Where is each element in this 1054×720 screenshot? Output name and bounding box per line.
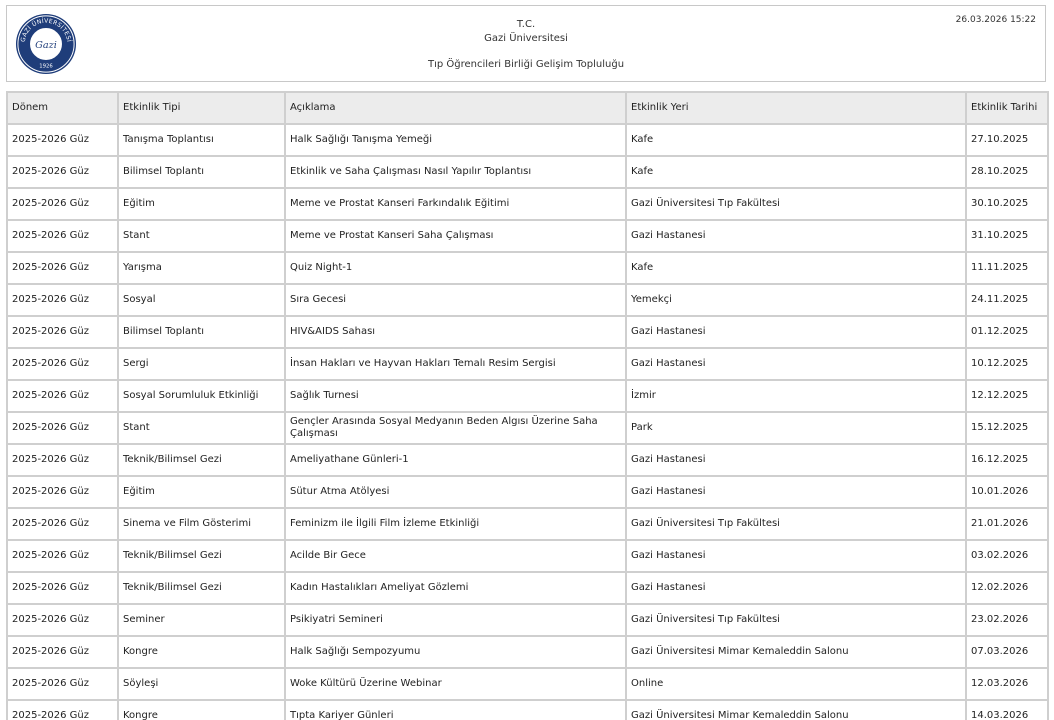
cell-etkinlik-tarihi: 16.12.2025 bbox=[966, 444, 1048, 476]
cell-etkinlik-tipi: Bilimsel Toplantı bbox=[118, 316, 285, 348]
column-header-donem: Dönem bbox=[7, 92, 118, 124]
cell-donem: 2025-2026 Güz bbox=[7, 380, 118, 412]
cell-etkinlik-yeri: Gazi Hastanesi bbox=[626, 540, 966, 572]
cell-aciklama: Halk Sağlığı Tanışma Yemeği bbox=[285, 124, 626, 156]
svg-text:Gazi: Gazi bbox=[35, 39, 57, 51]
cell-aciklama: Ameliyathane Günleri-1 bbox=[285, 444, 626, 476]
table-row bbox=[7, 220, 1048, 252]
cell-donem: 2025-2026 Güz bbox=[7, 668, 118, 700]
table-row bbox=[7, 252, 1048, 284]
table-row bbox=[7, 188, 1048, 220]
cell-etkinlik-yeri: İzmir bbox=[626, 380, 966, 412]
table-body bbox=[7, 124, 1048, 720]
cell-etkinlik-tipi: Teknik/Bilimsel Gezi bbox=[118, 572, 285, 604]
cell-donem: 2025-2026 Güz bbox=[7, 412, 118, 444]
cell-donem: 2025-2026 Güz bbox=[7, 124, 118, 156]
cell-aciklama: İnsan Hakları ve Hayvan Hakları Temalı Resim Sergisi bbox=[285, 348, 626, 380]
cell-etkinlik-tarihi: 12.12.2025 bbox=[966, 380, 1048, 412]
table-header-row bbox=[7, 92, 1048, 124]
cell-etkinlik-yeri: Gazi Hastanesi bbox=[626, 476, 966, 508]
cell-aciklama: Kadın Hastalıkları Ameliyat Gözlemi bbox=[285, 572, 626, 604]
cell-donem: 2025-2026 Güz bbox=[7, 700, 118, 720]
cell-etkinlik-yeri: Kafe bbox=[626, 252, 966, 284]
cell-etkinlik-tipi: Sinema ve Film Gösterimi bbox=[118, 508, 285, 540]
cell-etkinlik-tipi: Sosyal bbox=[118, 284, 285, 316]
table-row bbox=[7, 444, 1048, 476]
cell-aciklama: Psikiyatri Semineri bbox=[285, 604, 626, 636]
report-header bbox=[6, 5, 1046, 82]
cell-aciklama: Gençler Arasında Sosyal Medyanın Beden Algısı Üzerine Saha Çalışması bbox=[285, 412, 626, 444]
column-header-etkinlik-tipi: Etkinlik Tipi bbox=[118, 92, 285, 124]
cell-etkinlik-tarihi: 12.02.2026 bbox=[966, 572, 1048, 604]
table-row bbox=[7, 156, 1048, 188]
cell-donem: 2025-2026 Güz bbox=[7, 636, 118, 668]
cell-etkinlik-tarihi: 15.12.2025 bbox=[966, 412, 1048, 444]
cell-etkinlik-tarihi: 31.10.2025 bbox=[966, 220, 1048, 252]
table-row bbox=[7, 700, 1048, 720]
table-row bbox=[7, 668, 1048, 700]
cell-etkinlik-tipi: Yarışma bbox=[118, 252, 285, 284]
cell-etkinlik-tarihi: 10.01.2026 bbox=[966, 476, 1048, 508]
cell-aciklama: Halk Sağlığı Sempozyumu bbox=[285, 636, 626, 668]
cell-aciklama: Etkinlik ve Saha Çalışması Nasıl Yapılır Toplantısı bbox=[285, 156, 626, 188]
cell-donem: 2025-2026 Güz bbox=[7, 220, 118, 252]
column-header-aciklama: Açıklama bbox=[285, 92, 626, 124]
cell-etkinlik-yeri: Gazi Üniversitesi Tıp Fakültesi bbox=[626, 188, 966, 220]
cell-etkinlik-tipi: Sosyal Sorumluluk Etkinliği bbox=[118, 380, 285, 412]
cell-donem: 2025-2026 Güz bbox=[7, 476, 118, 508]
cell-etkinlik-tarihi: 27.10.2025 bbox=[966, 124, 1048, 156]
cell-donem: 2025-2026 Güz bbox=[7, 604, 118, 636]
table-row bbox=[7, 284, 1048, 316]
cell-aciklama: Sütur Atma Atölyesi bbox=[285, 476, 626, 508]
cell-aciklama: HIV&AIDS Sahası bbox=[285, 316, 626, 348]
table-row bbox=[7, 572, 1048, 604]
cell-etkinlik-tipi: Seminer bbox=[118, 604, 285, 636]
cell-etkinlik-yeri: Gazi Üniversitesi Tıp Fakültesi bbox=[626, 508, 966, 540]
cell-etkinlik-yeri: Gazi Hastanesi bbox=[626, 444, 966, 476]
cell-etkinlik-yeri: Gazi Üniversitesi Tıp Fakültesi bbox=[626, 604, 966, 636]
svg-text:GAZİ ÜNİVERSİTESİ: GAZİ ÜNİVERSİTESİ bbox=[19, 17, 73, 43]
cell-donem: 2025-2026 Güz bbox=[7, 444, 118, 476]
cell-etkinlik-yeri: Gazi Üniversitesi Mimar Kemaleddin Salonu bbox=[626, 636, 966, 668]
cell-etkinlik-tarihi: 24.11.2025 bbox=[966, 284, 1048, 316]
cell-donem: 2025-2026 Güz bbox=[7, 316, 118, 348]
cell-donem: 2025-2026 Güz bbox=[7, 284, 118, 316]
cell-etkinlik-yeri: Gazi Hastanesi bbox=[626, 572, 966, 604]
header-country: T.C. bbox=[516, 19, 536, 30]
cell-etkinlik-tarihi: 01.12.2025 bbox=[966, 316, 1048, 348]
table-row bbox=[7, 476, 1048, 508]
cell-etkinlik-yeri: Gazi Hastanesi bbox=[626, 316, 966, 348]
cell-etkinlik-yeri: Kafe bbox=[626, 156, 966, 188]
cell-donem: 2025-2026 Güz bbox=[7, 156, 118, 188]
cell-aciklama: Meme ve Prostat Kanseri Saha Çalışması bbox=[285, 220, 626, 252]
cell-etkinlik-tarihi: 28.10.2025 bbox=[966, 156, 1048, 188]
cell-etkinlik-tipi: Kongre bbox=[118, 700, 285, 720]
table-row bbox=[7, 348, 1048, 380]
cell-etkinlik-tipi: Teknik/Bilimsel Gezi bbox=[118, 540, 285, 572]
cell-etkinlik-tipi: Teknik/Bilimsel Gezi bbox=[118, 444, 285, 476]
cell-etkinlik-tarihi: 14.03.2026 bbox=[966, 700, 1048, 720]
cell-donem: 2025-2026 Güz bbox=[7, 540, 118, 572]
table-row bbox=[7, 540, 1048, 572]
cell-etkinlik-tarihi: 23.02.2026 bbox=[966, 604, 1048, 636]
cell-etkinlik-yeri: Park bbox=[626, 412, 966, 444]
table-row bbox=[7, 412, 1048, 444]
cell-etkinlik-tarihi: 12.03.2026 bbox=[966, 668, 1048, 700]
cell-donem: 2025-2026 Güz bbox=[7, 508, 118, 540]
cell-etkinlik-yeri: Kafe bbox=[626, 124, 966, 156]
cell-etkinlik-yeri: Gazi Hastanesi bbox=[626, 220, 966, 252]
cell-etkinlik-tipi: Tanışma Toplantısı bbox=[118, 124, 285, 156]
column-header-etkinlik-yeri: Etkinlik Yeri bbox=[626, 92, 966, 124]
cell-etkinlik-yeri: Online bbox=[626, 668, 966, 700]
cell-etkinlik-yeri: Yemekçi bbox=[626, 284, 966, 316]
cell-etkinlik-tarihi: 03.02.2026 bbox=[966, 540, 1048, 572]
report-timestamp: 26.03.2026 15:22 bbox=[955, 15, 1036, 25]
svg-text:1926: 1926 bbox=[39, 63, 53, 70]
cell-donem: 2025-2026 Güz bbox=[7, 348, 118, 380]
cell-donem: 2025-2026 Güz bbox=[7, 188, 118, 220]
cell-etkinlik-tarihi: 07.03.2026 bbox=[966, 636, 1048, 668]
table-row bbox=[7, 316, 1048, 348]
cell-etkinlik-tarihi: 21.01.2026 bbox=[966, 508, 1048, 540]
cell-etkinlik-tarihi: 30.10.2025 bbox=[966, 188, 1048, 220]
cell-etkinlik-tipi: Eğitim bbox=[118, 476, 285, 508]
cell-aciklama: Tıpta Kariyer Günleri bbox=[285, 700, 626, 720]
cell-donem: 2025-2026 Güz bbox=[7, 572, 118, 604]
header-organization: Tıp Öğrencileri Birliği Gelişim Topluluğu bbox=[427, 59, 625, 70]
cell-etkinlik-tipi: Stant bbox=[118, 220, 285, 252]
header-university: Gazi Üniversitesi bbox=[484, 33, 568, 44]
table-row bbox=[7, 604, 1048, 636]
cell-aciklama: Meme ve Prostat Kanseri Farkındalık Eğitimi bbox=[285, 188, 626, 220]
cell-etkinlik-tipi: Kongre bbox=[118, 636, 285, 668]
cell-etkinlik-tipi: Eğitim bbox=[118, 188, 285, 220]
cell-donem: 2025-2026 Güz bbox=[7, 252, 118, 284]
table-row bbox=[7, 508, 1048, 540]
cell-etkinlik-tipi: Stant bbox=[118, 412, 285, 444]
table-row bbox=[7, 636, 1048, 668]
cell-etkinlik-yeri: Gazi Hastanesi bbox=[626, 348, 966, 380]
table-row bbox=[7, 124, 1048, 156]
cell-etkinlik-tipi: Söyleşi bbox=[118, 668, 285, 700]
cell-etkinlik-tarihi: 10.12.2025 bbox=[966, 348, 1048, 380]
cell-etkinlik-tarihi: 11.11.2025 bbox=[966, 252, 1048, 284]
cell-aciklama: Quiz Night-1 bbox=[285, 252, 626, 284]
cell-aciklama: Sağlık Turnesi bbox=[285, 380, 626, 412]
cell-aciklama: Sıra Gecesi bbox=[285, 284, 626, 316]
cell-etkinlik-yeri: Gazi Üniversitesi Mimar Kemaleddin Salonu bbox=[626, 700, 966, 720]
table-row bbox=[7, 380, 1048, 412]
cell-aciklama: Woke Kültürü Üzerine Webinar bbox=[285, 668, 626, 700]
cell-aciklama: Feminizm ile İlgili Film İzleme Etkinliği bbox=[285, 508, 626, 540]
column-header-etkinlik-tarihi: Etkinlik Tarihi bbox=[966, 92, 1048, 124]
cell-etkinlik-tipi: Bilimsel Toplantı bbox=[118, 156, 285, 188]
events-table bbox=[6, 91, 1049, 720]
cell-etkinlik-tipi: Sergi bbox=[118, 348, 285, 380]
cell-aciklama: Acilde Bir Gece bbox=[285, 540, 626, 572]
